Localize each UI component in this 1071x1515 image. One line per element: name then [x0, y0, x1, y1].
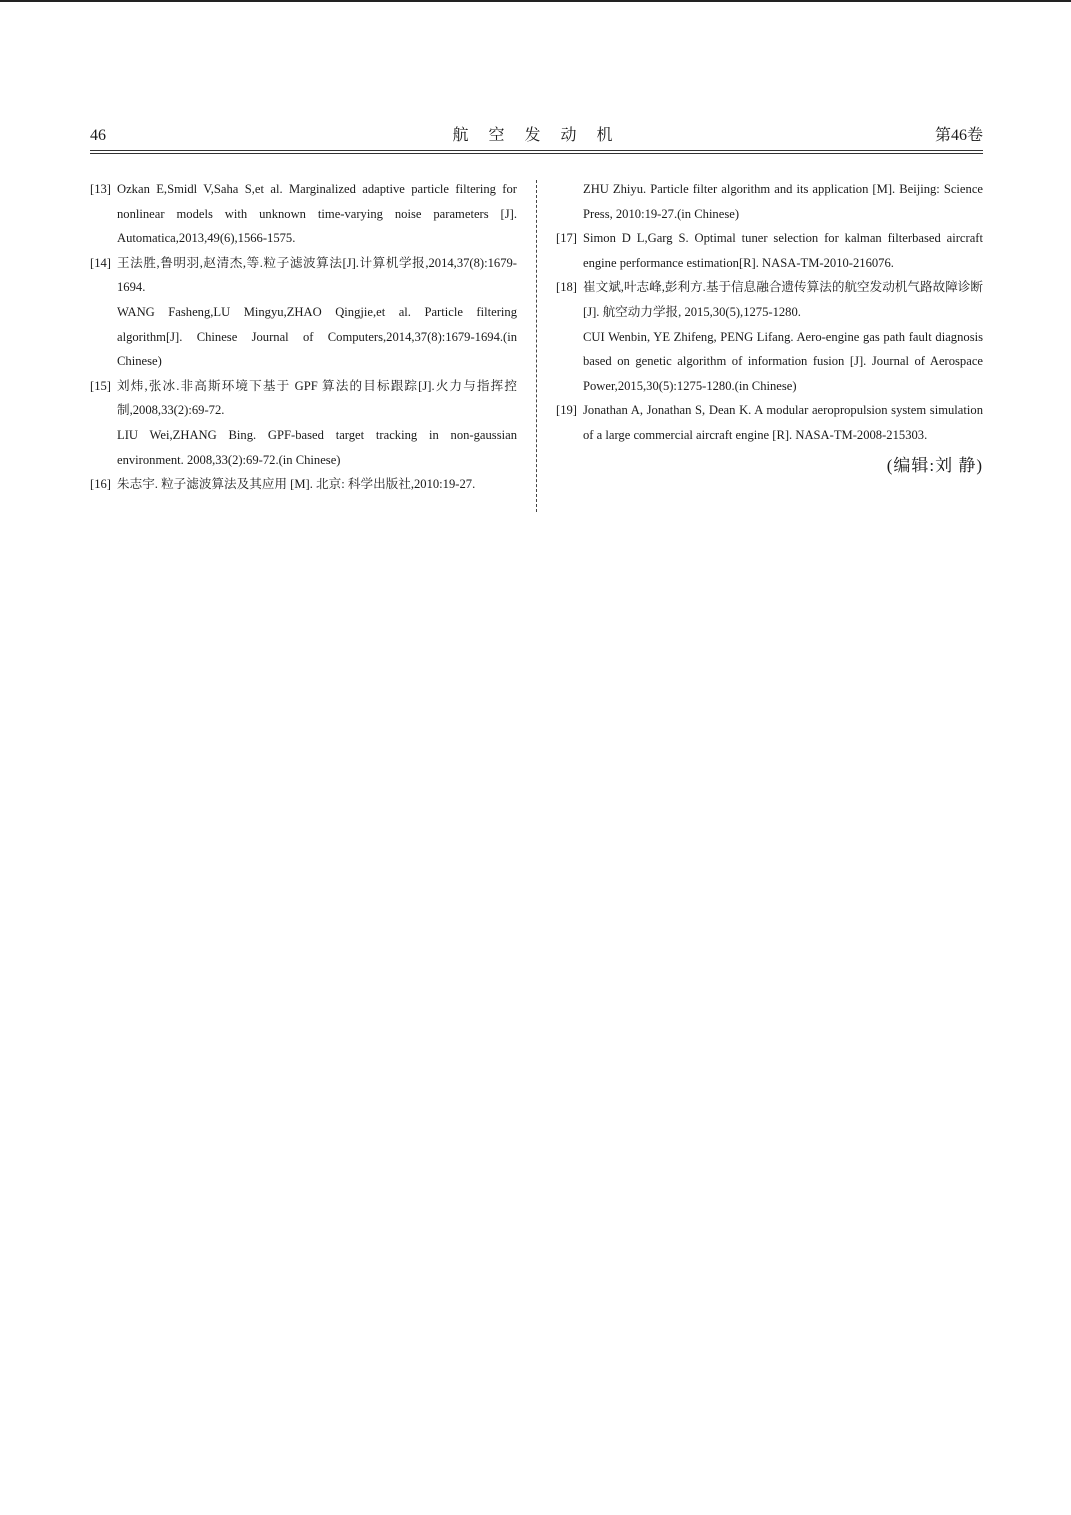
reference-text: 刘炜,张冰.非高斯环境下基于 GPF 算法的目标跟踪[J].火力与指挥控制,2008,33(2):69-72. — [117, 378, 517, 418]
reference-text: Jonathan A, Jonathan S, Dean K. A modular aeropropulsion system simulation of a large commercial aircraft engine [R]. NASA-TM-2008-215303. — [583, 403, 983, 442]
reference-number: [15] — [90, 378, 111, 393]
reference-14-english: WANG Fasheng,LU Mingyu,ZHAO Qingjie,et al. Particle filtering algorithm[J]. Chinese Journal of Computers,2014,37(8):1679-1694.(in Chinese) — [117, 304, 517, 369]
reference-text: Simon D L,Garg S. Optimal tuner selection for kalman filterbased aircraft engine performance estimation[R]. NASA-TM-2010-216076. — [583, 231, 983, 270]
reference-15 — [90, 374, 517, 423]
reference-15-english: LIU Wei,ZHANG Bing. GPF-based target tracking in non-gaussian environment. 2008,33(2):69-72.(in Chinese) — [117, 427, 517, 467]
right-column — [556, 177, 983, 478]
header-rule — [90, 150, 983, 151]
page-number: 46 — [90, 127, 106, 144]
reference-text: 朱志宇. 粒子滤波算法及其应用 [M]. 北京: 科学出版社,2010:19-27. — [117, 477, 476, 492]
running-header — [90, 125, 983, 149]
reference-14 — [90, 251, 517, 300]
journal-title: 航 空 发 动 机 — [452, 127, 621, 144]
top-border-rule — [0, 0, 1071, 2]
reference-number: [19] — [556, 403, 577, 418]
reference-text: 崔文斌,叶志峰,彭利方.基于信息融合遗传算法的航空发动机气路故障诊断[J]. 航空动力学报, 2015,30(5),1275-1280. — [583, 280, 983, 319]
volume-label: 第46卷 — [934, 127, 983, 144]
reference-17 — [556, 226, 983, 275]
reference-13 — [90, 177, 517, 251]
reference-16-english: ZHU Zhiyu. Particle filter algorithm and its application [M]. Beijing: Science Press, 2010:19-27.(in Chinese) — [583, 182, 983, 221]
reference-text: Ozkan E,Smidl V,Saha S,et al. Marginalized adaptive particle filtering for nonlinear models with unknown time-varying noise parameters [J]. Automatica,2013,49(6),1566-1575. — [117, 182, 517, 246]
editor-note: (编辑:刘 静) — [886, 455, 983, 475]
reference-text: 王法胜,鲁明羽,赵清杰,等.粒子滤波算法[J].计算机学报,2014,37(8):1679-1694. — [117, 255, 517, 295]
header-rule — [90, 153, 983, 154]
reference-number: [17] — [556, 231, 577, 246]
column-divider — [536, 180, 537, 512]
reference-18 — [556, 275, 983, 324]
reference-number: [16] — [90, 477, 111, 492]
reference-number: [18] — [556, 280, 577, 295]
reference-19 — [556, 398, 983, 447]
reference-number: [14] — [90, 255, 111, 270]
reference-18-english: CUI Wenbin, YE Zhifeng, PENG Lifang. Aero-engine gas path fault diagnosis based on genetic algorithm of information fusion [J]. Journal of Aerospace Power,2015,30(5):1275-1280.(in Chinese) — [583, 329, 983, 393]
reference-16 — [90, 472, 517, 497]
reference-number: [13] — [90, 182, 111, 196]
left-column — [90, 177, 517, 497]
